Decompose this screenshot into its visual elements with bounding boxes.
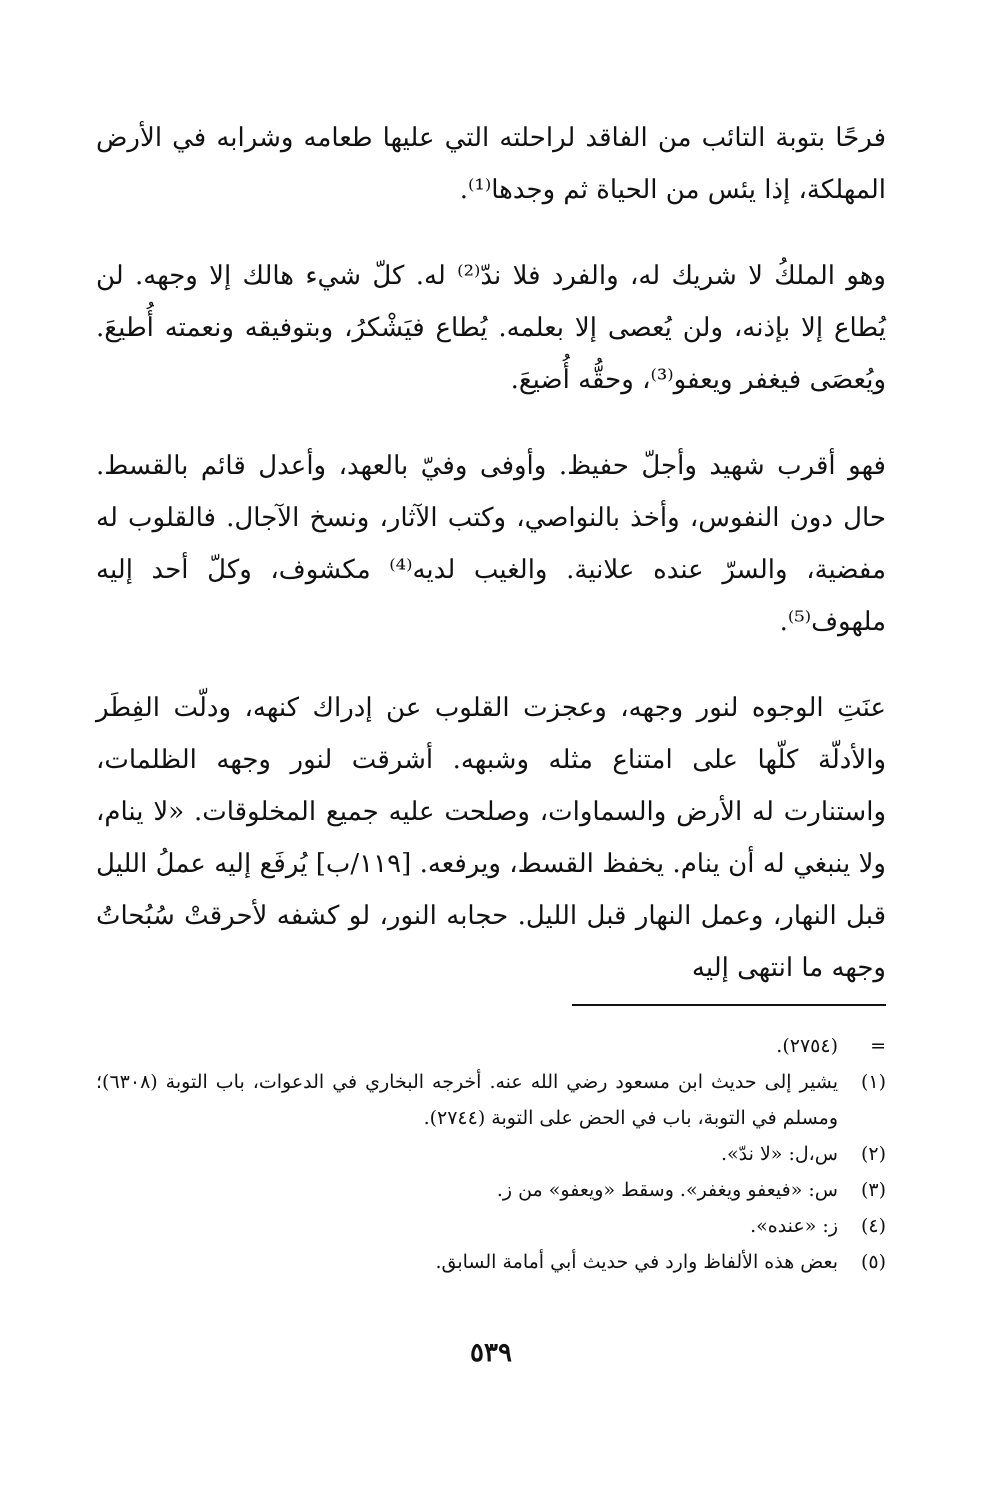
footnote-text: بعض هذه الألفاظ وارد في حديث أبي أمامة السابق. [435, 1251, 838, 1273]
footnote-5 [96, 1244, 886, 1280]
footnote-divider [572, 1004, 886, 1006]
footnote-text: (٢٧٥٤). [776, 1035, 838, 1057]
footnote-text: س: «فيعفو ويغفر». وسقط «ويعفو» من ز. [496, 1179, 838, 1201]
footnote-text: س،ل: «لا ندّ». [721, 1143, 838, 1165]
main-text [96, 112, 886, 1028]
paragraph-4: عنَتِ الوجوه لنور وجهه، وعجزت القلوب عن إدراك كنهه، ودلّت الفِطَر والأدلّة كلّها على امتناع مثله وشبهه. أشرقت لنور وجهه الظلمات، واستنارت له الأرض والسماوات، وصلحت عليه جميع المخلوقات. «لا ينام، ولا ينبغي له أن ينام. يخفظ القسط، ويرفعه. [١١٩/ب] يُرفَع إليه عملُ الليل قبل النهار، وعمل النهار قبل الليل. حجابه النور، لو كشفه لأحرقتْ سُبُحاتُ وجهه ما انتهى إليه [96, 693, 886, 983]
footnote-1 [96, 1064, 886, 1136]
paragraph-1: فرحًا بتوبة التائب من الفاقد لراحلته التي عليها طعامه وشرابه في الأرض المهلكة، إذا يئس من الحياة ثم وجدها⁽¹⁾. [96, 123, 886, 205]
footnote-text: يشير إلى حديث ابن مسعود رضي الله عنه. أخرجه البخاري في الدعوات، باب التوبة (٦٣٠٨)؛ ومسلم في التوبة، باب في الحض على التوبة (٢٧٤٤). [96, 1071, 838, 1129]
footnote-number: (١) [860, 1071, 886, 1093]
footnote-2 [96, 1136, 886, 1172]
footnote-number: (٤) [860, 1215, 886, 1237]
footnote-text: ز: «عنده». [750, 1215, 838, 1237]
footnote-marker: = [870, 1035, 886, 1057]
paragraph-2: وهو الملكُ لا شريك له، والفرد فلا ندّ⁽²⁾ له. كلّ شيء هالك إلا وجهه. لن يُطاع إلا بإذنه، ولن يُعصى إلا بعلمه. يُطاع فيَشْكرُ، وبتوفيقه ونعمته أُطيعَ. ويُعصَى فيغفر ويعفو⁽³⁾، وحقُّه أُضيعَ. [96, 261, 886, 395]
footnote-continuation [96, 1028, 886, 1064]
footnote-number: (٥) [860, 1251, 886, 1273]
footnote-number: (٢) [860, 1143, 886, 1165]
page-number: ٥٣٩ [470, 1338, 512, 1368]
footnote-3 [96, 1172, 886, 1208]
footnote-number: (٣) [860, 1179, 886, 1201]
footnote-4 [96, 1208, 886, 1244]
footnotes [96, 1028, 886, 1280]
paragraph-3: فهو أقرب شهيد وأجلّ حفيظ. وأوفى وفيّ بالعهد، وأعدل قائم بالقسط. حال دون النفوس، وأخذ بالنواصي، وكتب الآثار، ونسخ الآجال. فالقلوب له مفضية، والسرّ عنده علانية. والغيب لديه⁽⁴⁾ مكشوف، وكلّ أحد إليه ملهوف⁽⁵⁾. [96, 451, 887, 637]
